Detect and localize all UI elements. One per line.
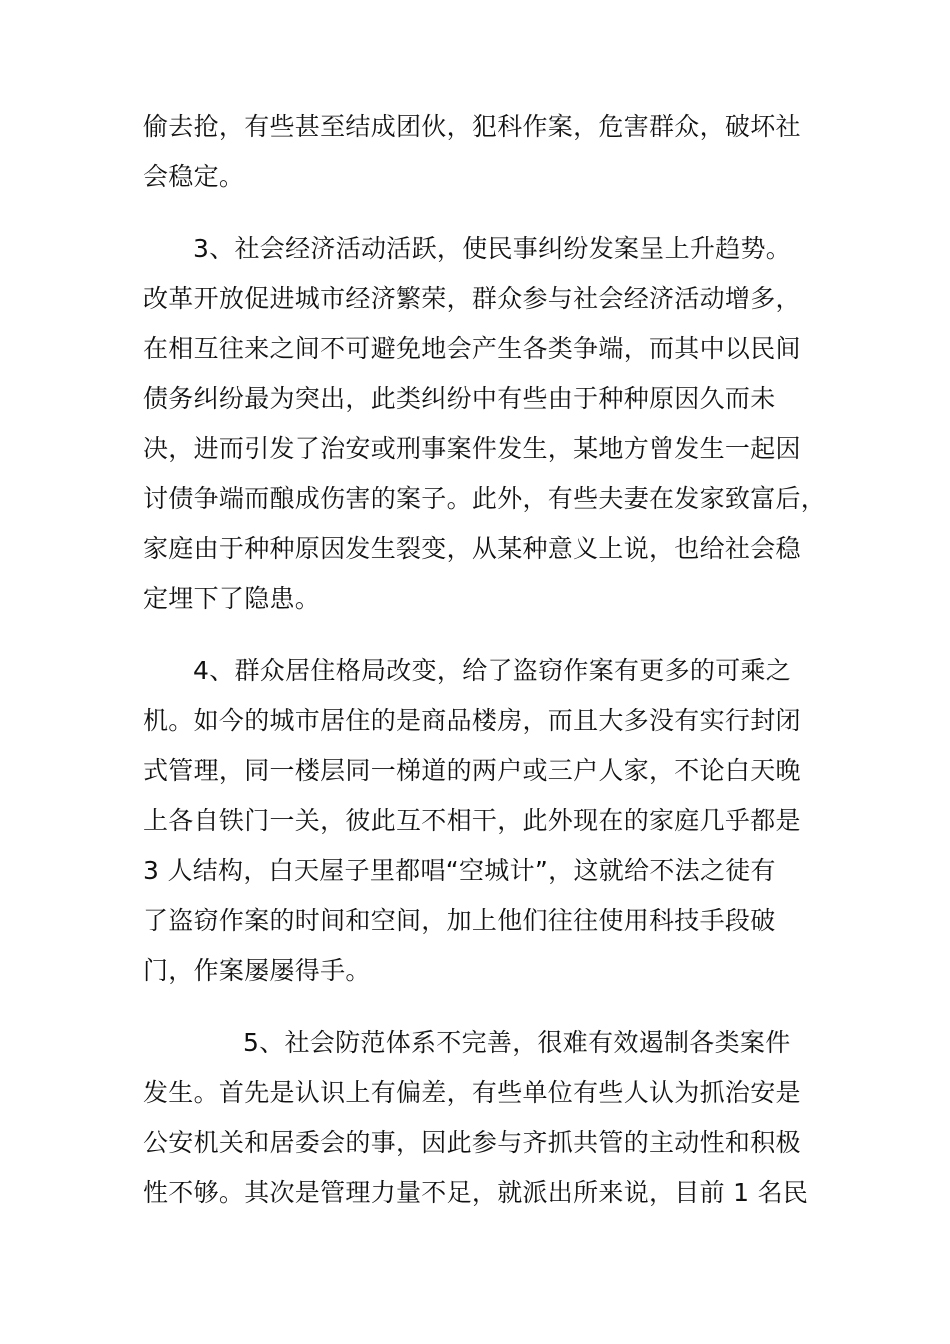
text-line: 3 人结构，白天屋子里都唱“空城计”，这就给不法之徒有 <box>143 856 776 885</box>
text-line: 决，进而引发了治安或刑事案件发生，某地方曾发生一起因 <box>143 434 801 463</box>
paragraph-gap <box>143 624 813 646</box>
text-line: 改革开放促进城市经济繁荣，群众参与社会经济活动增多， <box>143 284 801 313</box>
text-line: 了盗窃作案的时间和空间，加上他们往往使用科技手段破 <box>143 906 776 935</box>
text-line: 上各自铁门一关，彼此互不相干，此外现在的家庭几乎都是 <box>143 806 801 835</box>
paragraph-gap <box>143 202 813 224</box>
text-line: 式管理，同一楼层同一梯道的两户或三户人家，不论白天晚 <box>143 756 801 785</box>
text-line: 性不够。其次是管理力量不足，就派出所来说，目前 1 名民 <box>143 1178 809 1207</box>
document-page <box>143 102 827 1218</box>
text-line: 债务纠纷最为突出，此类纠纷中有些由于种种原因久而未 <box>143 384 776 413</box>
text-line: 讨债争端而酿成伤害的案子。此外，有些夫妻在发家致富后， <box>143 484 827 513</box>
paragraph-3 <box>143 646 813 996</box>
paragraph-1 <box>143 102 813 202</box>
paragraph-gap <box>143 996 813 1018</box>
paragraph-heading-line: 5、社会防范体系不完善，很难有效遏制各类案件 <box>243 1028 791 1057</box>
text-line: 门，作案屡屡得手。 <box>143 956 371 985</box>
text-line: 机。如今的城市居住的是商品楼房，而且大多没有实行封闭 <box>143 706 801 735</box>
paragraph-4 <box>143 1018 813 1218</box>
text-line: 在相互往来之间不可避免地会产生各类争端，而其中以民间 <box>143 334 801 363</box>
paragraph-heading-line: 4、群众居住格局改变，给了盗窃作案有更多的可乘之 <box>193 656 792 685</box>
text-line: 会稳定。 <box>143 162 245 191</box>
text-line: 定埋下了隐患。 <box>143 584 321 613</box>
paragraph-2 <box>143 224 827 624</box>
text-line: 发生。首先是认识上有偏差，有些单位有些人认为抓治安是 <box>143 1078 801 1107</box>
paragraph-heading-line: 3、社会经济活动活跃，使民事纠纷发案呈上升趋势。 <box>193 234 792 263</box>
text-line: 公安机关和居委会的事，因此参与齐抓共管的主动性和积极 <box>143 1128 801 1157</box>
text-line: 家庭由于种种原因发生裂变，从某种意义上说，也给社会稳 <box>143 534 801 563</box>
text-line: 偷去抢，有些甚至结成团伙，犯科作案，危害群众，破坏社 <box>143 112 801 141</box>
